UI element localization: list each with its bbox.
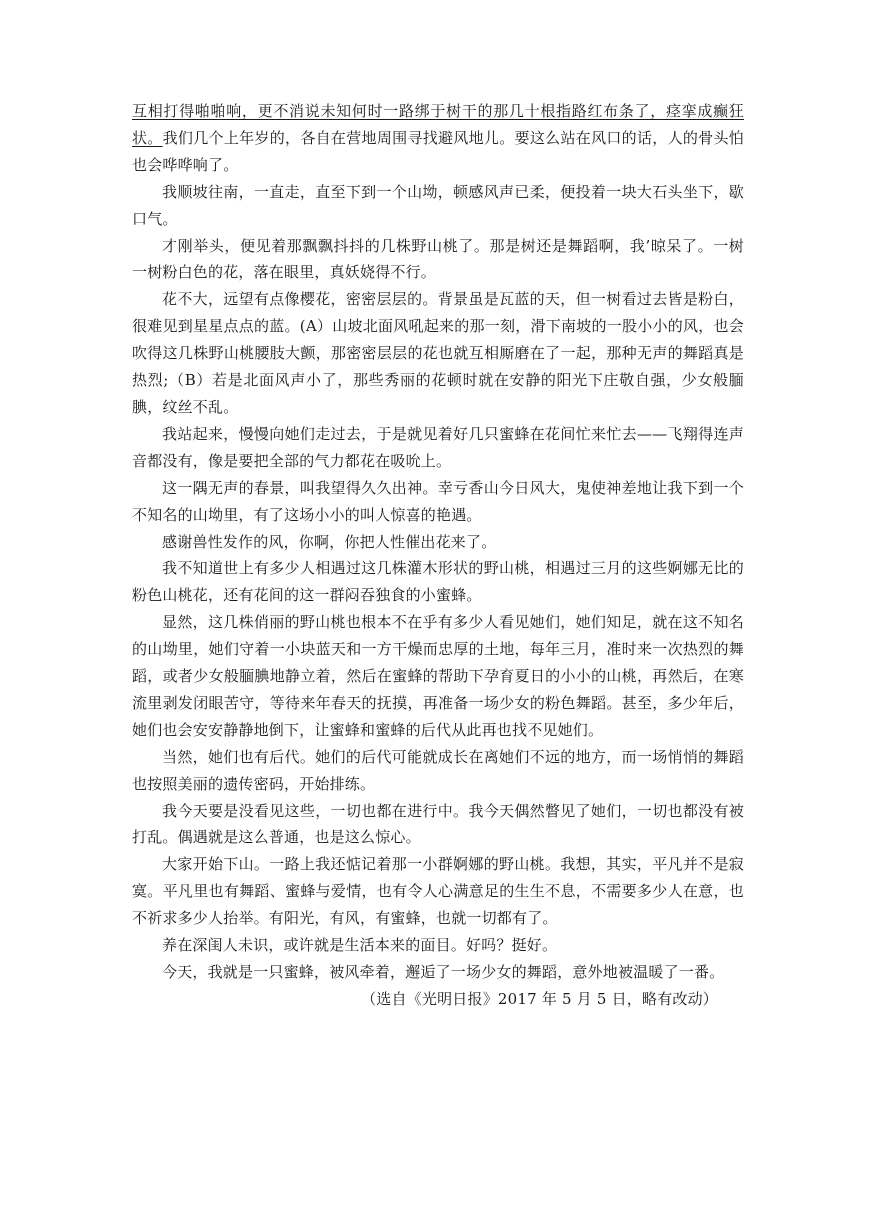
opening-paragraph (132, 98, 744, 179)
paragraph: 才刚举头，便见着那飘飘抖抖的几株野山桃了。那是树还是舞蹈啊，我’晾呆了。一树一树粉白色的花，落在眼里，真妖娆得不行。 (132, 236, 744, 282)
paragraph: 大家开始下山。一路上我还惦记着那一小群婀娜的野山桃。我想，其实，平凡并不是寂寞。平凡里也有舞蹈、蜜蜂与爱情，也有令人心满意足的生生不息，不需要多少人在意，也不祈求多少人抬举。有阳光，有风，有蜜蜂，也就一切都有了。 (132, 855, 744, 928)
paragraph: 我不知道世上有多少人相遇过这几株灌木形状的野山桃，相遇过三月的这些婀娜无比的粉色山桃花，还有花间的这一群闷吞独食的小蜜蜂。 (132, 559, 744, 605)
paragraph: 当然，她们也有后代。她们的后代可能就成长在离她们不远的地方，而一场悄悄的舞蹈也按照美丽的遗传密码，开始排练。 (132, 747, 744, 793)
article-body (132, 98, 744, 1013)
underlined-sentence: 互相打得啪啪响，更不消说未知何时一路绑于树干的那几十根指路红布条了，痉挛成癫狂状。 (132, 102, 744, 147)
paragraph: 感谢兽性发作的风，你啊，你把人性催出花来了。 (162, 532, 497, 551)
source-citation: （选自《光明日报》2017 年 5 月 5 日，略有改动） (361, 989, 718, 1008)
paragraph: 我顺坡往南，一直走，直至下到一个山坳，顿感风声已柔，便投着一块大石头坐下，歇口气。 (132, 182, 744, 228)
opening-continuation: 我们几个上年岁的，各自在营地周围寻找避风地儿。要这么站在风口的话，人的骨头怕也会哗哗响了。 (132, 128, 744, 174)
paragraph: 今天，我就是一只蜜蜂，被风牵着，邂逅了一场少女的舞蹈，意外地被温暖了一番。 (162, 963, 725, 981)
paragraph: 我站起来，慢慢向她们走过去，于是就见着好几只蜜蜂在花间忙来忙去——飞翔得连声音都没有，像是要把全部的气力都花在吸吮上。 (132, 424, 744, 470)
paragraph: 养在深闺人未识，或许就是生活本来的面目。好吗？挺好。 (162, 936, 558, 955)
paragraph: 这一隅无声的春景，叫我望得久久出神。幸亏香山今日风大，鬼使神差地让我下到一个不知名的山坳里，有了这场小小的叫人惊喜的艳遇。 (132, 478, 744, 524)
paragraph: 显然，这几株俏丽的野山桃也根本不在乎有多少人看见她们，她们知足，就在这不知名的山坳里，她们守着一小块蓝天和一方干燥而忠厚的土地，每年三月，准时来一次热烈的舞蹈，或者少女般腼腆地静立着，然后在蜜蜂的帮助下孕育夏日的小小的山桃，再然后，在寒流里剥发闭眼苦守，等待来年春天的抚摸，再准备一场少女的粉色舞蹈。甚至，多少年后，她们也会安安静静地倒下，让蜜蜂和蜜蜂的后代从此再也找不见她们。 (132, 613, 744, 739)
paragraph: 我今天要是没看见这些，一切也都在进行中。我今天偶然瞥见了她们，一切也都没有被打乱。偶遇就是这么普通，也是这么惊心。 (132, 801, 744, 847)
paragraph: 花不大，远望有点像樱花，密密层层的。背景虽是瓦蓝的天，但一树看过去皆是粉白，很难见到星星点点的蓝。(A）山坡北面风吼起来的那一刻，滑下南坡的一股小小的风，也会吹得这几株野山桃腰肢大颤，那密密层层的花也就互相厮磨在了一起，那种无声的舞蹈真是热烈;（B）若是北面风声小了，那些秀丽的花顿时就在安静的阳光下庄敬自强，少女般腼腆，纹丝不乱。 (132, 290, 744, 416)
